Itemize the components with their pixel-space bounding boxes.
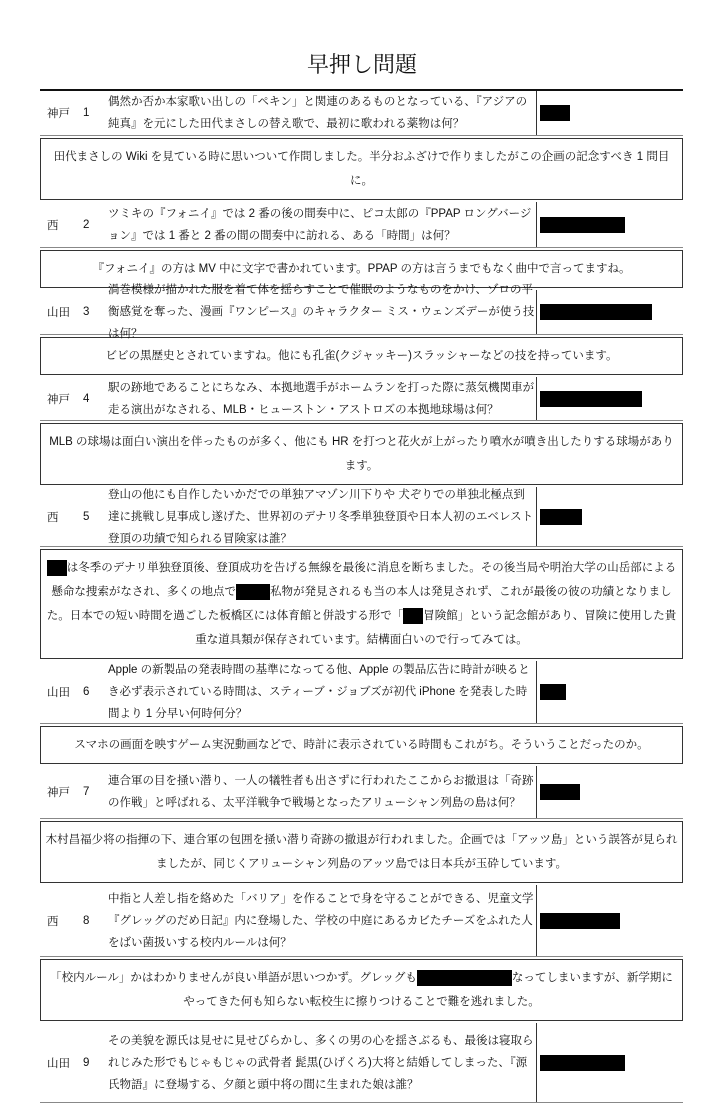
- redacted-answer: [540, 391, 642, 407]
- redacted-answer: [540, 217, 625, 233]
- question-row: [40, 487, 683, 547]
- questioner-name: 西: [47, 511, 59, 524]
- answer-cell: [536, 766, 683, 818]
- questioner-name: 神戸: [47, 108, 70, 120]
- redacted-answer: [540, 509, 582, 525]
- question-text: ツミキの『フォニイ』では 2 番の後の間奏中に、ピコ太郎の『PPAP ロングバージョン』では 1 番と 2 番の間の間奏中に訪れる、ある「時間」は何？: [108, 207, 532, 242]
- comment-text: 私物が発見されるも当の本人は発見されず、これが最後の彼の功績となりました。日本での短い時間を過ごした板橋区には体育館と併設する形で「: [46, 586, 672, 622]
- questioner-name: 神戸: [47, 787, 70, 799]
- redacted-answer: [540, 784, 580, 800]
- comment-text: スマホの画面を映すゲーム実況動画などで、時計に表示されている時間もこれがち。そういうことだったのか。: [74, 739, 649, 751]
- questioner-name: 山田: [47, 307, 70, 319]
- question-row: [40, 377, 683, 421]
- comment-box: [40, 138, 683, 200]
- question-text: 渦巻模様が描かれた服を着て体を揺らすことで催眠のようなものをかけ、ゾロの平衡感覚を奪った、漫画『ワンピース』のキャラクター ミス・ウェンズデーが使う技は何？: [108, 284, 535, 340]
- questioner-name: 山田: [47, 1057, 70, 1070]
- question-row: [40, 91, 683, 136]
- question-text: その美貌を源氏は見せに見せびらかし、多くの男の心を揺さぶるも、最後は寝取られじみた形でもじゃもじゃの武骨者 髭黒(ひげくろ)大将と結婚してしまった、『源氏物語』に登場する、夕顔と頭中将の間に生まれた娘は誰？: [108, 1034, 534, 1091]
- answer-cell: [536, 487, 683, 546]
- redacted-text: [236, 584, 270, 600]
- answer-cell: [536, 1023, 683, 1102]
- comment-text: 『フォニイ』の方は MV 中に文字で書かれています。PPAP の方は言うまでもなく曲中で言ってますね。: [92, 263, 631, 275]
- comment-text: 冒険館」という記念館があり、冒険に使用した貴重な道具類が保存されています。結構面白いので行ってみては。: [195, 610, 677, 646]
- redacted-text: [47, 560, 67, 576]
- redacted-answer: [540, 913, 620, 929]
- question-row: [40, 284, 683, 340]
- question-number: 9: [83, 1056, 90, 1069]
- comment-box: [40, 549, 683, 659]
- redacted-answer: [540, 1055, 625, 1071]
- question-row: [40, 1023, 683, 1103]
- comment-text: は冬季のデナリ単独登頂後、登頂成功を告げる無線を最後に消息を断ちました。その後当局や明治大学の山岳部による懸命な捜索がなされ、多くの地点で: [51, 562, 677, 598]
- question-number: 8: [83, 914, 90, 927]
- question-number: 1: [83, 107, 90, 119]
- question-number: 4: [83, 392, 90, 405]
- redacted-text: [403, 608, 423, 624]
- answer-cell: [536, 91, 683, 135]
- answer-cell: [536, 661, 683, 723]
- question-number: 2: [83, 218, 90, 231]
- question-number: 3: [83, 306, 90, 318]
- question-text: 登山の他にも自作したいかだでの単独アマゾン川下りや 犬ぞりでの単独北極点到達に挑戦し見事成し遂げた、世界初のデナリ冬季単独登頂や日本人初のエベレスト登頂の功績で知られる冒険家は誰？: [108, 488, 534, 545]
- comment-text: 木村昌福少将の指揮の下、連合軍の包囲を掻い潜り奇跡の撤退が行われました。企画では「アッツ島」という誤答が見られましたが、同じくアリューシャン列島のアッツ島では日本兵が玉砕しています。: [45, 834, 678, 870]
- answer-cell: [536, 290, 683, 334]
- question-sheet: [40, 89, 683, 1103]
- question-number: 6: [83, 686, 90, 698]
- questioner-name: 神戸: [47, 393, 70, 406]
- question-row: [40, 202, 683, 248]
- redacted-answer: [540, 304, 652, 320]
- question-text: 中指と人差し指を絡めた「バリア」を作ることで身を守ることができる、児童文学『グレッグのだめ日記』内に登場した、学校の中庭にあるカビたチーズをふれた人をばい菌扱いする校内ルールは何？: [108, 892, 534, 949]
- redacted-answer: [540, 105, 570, 121]
- comment-text: MLB の球場は面白い演出を伴ったものが多く、他にも HR を打つと花火が上がったり噴水が噴き出したりする球場があります。: [49, 436, 674, 472]
- comment-text: 田代まさしの Wiki を見ている時に思いついて作問しました。半分おふざけで作りましたがこの企画の記念すべき 1 問目に。: [53, 151, 670, 187]
- question-row: [40, 661, 683, 724]
- questioner-name: 西: [47, 219, 59, 232]
- comment-box: [40, 821, 683, 883]
- question-number: 7: [83, 786, 90, 798]
- comment-text: 「校内ルール」かはわかりませんが良い単語が思いつかず。グレッグも: [50, 972, 417, 984]
- redacted-text: [417, 970, 512, 986]
- questioner-name: 山田: [47, 687, 70, 699]
- questioner-name: 西: [47, 915, 59, 928]
- question-text: 連合軍の目を掻い潜り、一人の犠牲者も出さずに行われたここからお撤退は「奇跡の作戦」と呼ばれる、太平洋戦争で戦場となったアリューシャン列島の島は何？: [108, 775, 534, 809]
- comment-box: [40, 423, 683, 485]
- answer-cell: [536, 202, 683, 247]
- comment-box: [40, 726, 683, 764]
- comment-text: ビビの黒歴史とされていますね。他にも孔雀(クジャッキー)スラッシャーなどの技を持っています。: [105, 350, 618, 362]
- page-title: 早押し問題: [306, 52, 417, 77]
- question-row: [40, 766, 683, 819]
- answer-cell: [536, 377, 683, 420]
- redacted-answer: [540, 684, 566, 700]
- question-row: [40, 885, 683, 957]
- question-text: 偶然か否か本家歌い出しの「ペキン」と関連のあるものとなっている、『アジアの純真』を元にした田代まさしの替え歌で、最初に歌われる薬物は何？: [108, 96, 528, 130]
- question-text: 駅の跡地であることにちなみ、本拠地選手がホームランを打った際に蒸気機関車が走る演出がなされる、MLB・ヒューストン・アストロズの本拠地球場は何？: [108, 381, 535, 416]
- question-number: 5: [83, 510, 90, 523]
- answer-cell: [536, 885, 683, 956]
- comment-text: なってしまいますが、新学期にやってきた何も知らない転校生に擦りつけることで難を逃れました。: [183, 972, 673, 1008]
- comment-box: [40, 959, 683, 1021]
- question-text: Apple の新製品の発表時間の基準になってる他、Apple の製品広告に時計が映るとき必ず表示されている時間は、スティーブ・ジョブズが初代 iPhone を発表した時間より 1 分早い何時何分？: [108, 664, 530, 720]
